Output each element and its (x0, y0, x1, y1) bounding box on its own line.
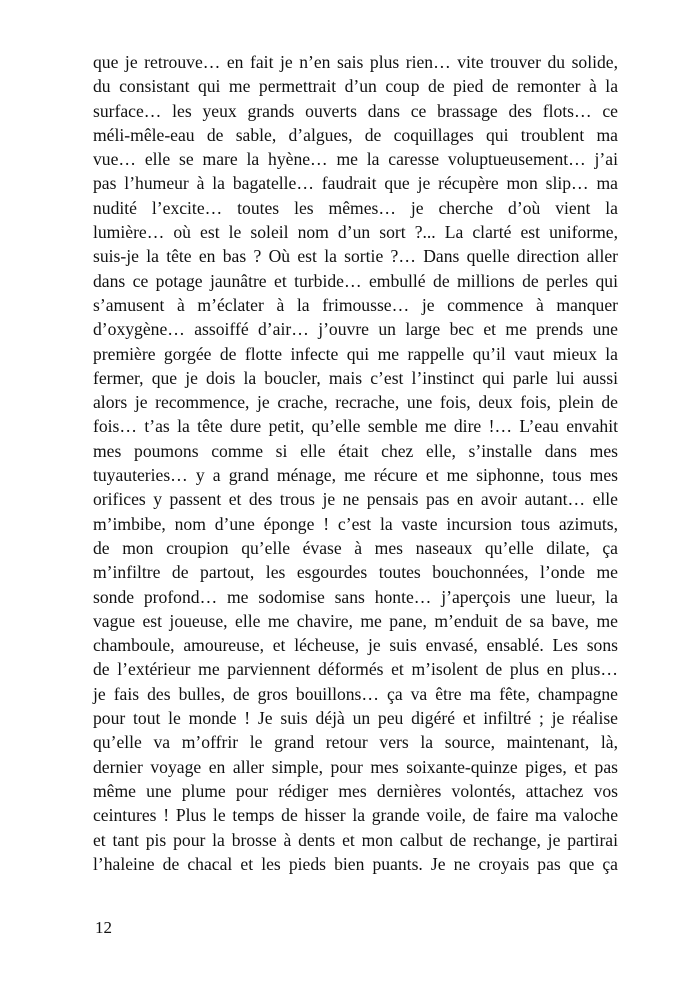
text-line: fermer, que je dois la boucler, mais c’est l’instinct qui parle lui aussi (93, 367, 618, 388)
text-line: nudité l’excite… toutes les mêmes… je cherche d’où vient la (93, 197, 618, 218)
text-line: s’amusent à m’éclater à la frimousse… je commence à manquer (93, 294, 618, 315)
text-line: dernier voyage en aller simple, pour mes soixante-quinze piges, et pas (93, 756, 618, 777)
text-line: ceintures ! Plus le temps de hisser la grande voile, de faire ma valoche (93, 805, 618, 826)
text-line: de l’extérieur me parviennent déformés et m’isolent de plus en plus… (93, 659, 618, 680)
text-line: lumière… où est le soleil nom d’un sort ?... La clarté est uniforme, (93, 222, 618, 243)
text-line: mes poumons comme si elle était chez elle, s’installe dans mes (93, 440, 618, 461)
text-line: m’infiltre de partout, les esgourdes toutes bouchonnées, l’onde me (93, 562, 618, 583)
text-line: alors je recommence, je crache, recrache, une fois, deux fois, plein de (93, 392, 618, 413)
page-number: 12 (95, 918, 112, 937)
text-line: du consistant qui me permettrait d’un coup de pied de remonter à la (93, 76, 618, 97)
body-text (93, 50, 618, 876)
text-line: je fais des bulles, de gros bouillons… ça va être ma fête, champagne (93, 683, 618, 704)
text-line: chamboule, amoureuse, et lécheuse, je suis envasé, ensablé. Les sons (93, 635, 618, 656)
text-line: fois… t’as la tête dure petit, qu’elle semble me dire !… L’eau envahit (93, 416, 618, 437)
text-line: suis-je la tête en bas ? Où est la sortie ?… Dans quelle direction aller (93, 246, 618, 267)
text-line: pas l’humeur à la bagatelle… faudrait que je récupère mon slip… ma (93, 173, 618, 194)
text-line: même une plume pour rédiger mes dernières volontés, attachez vos (93, 780, 618, 801)
text-line: première gorgée de flotte infecte qui me rappelle qu’il vaut mieux la (93, 343, 618, 364)
text-line: et tant pis pour la brosse à dents et mon calbut de rechange, je partirai (93, 829, 618, 850)
text-line: pour tout le monde ! Je suis déjà un peu digéré et infiltré ; je réalise (93, 708, 618, 729)
text-line: qu’elle va m’offrir le grand retour vers la source, maintenant, là, (93, 732, 618, 753)
text-line: surface… les yeux grands ouverts dans ce brassage des flots… ce (93, 100, 618, 121)
text-line: m’imbibe, nom d’une éponge ! c’est la vaste incursion tous azimuts, (93, 513, 618, 534)
text-line: d’oxygène… assoiffé d’air… j’ouvre un large bec et me prends une (93, 319, 618, 340)
text-line: dans ce potage jaunâtre et turbide… embullé de millions de perles qui (93, 270, 618, 291)
text-line: de mon croupion qu’elle évase à mes naseaux qu’elle dilate, ça (93, 537, 618, 558)
text-line: sonde profond… me sodomise sans honte… j’aperçois une lueur, la (93, 586, 618, 607)
text-line: vue… elle se mare la hyène… me la caresse voluptueusement… j’ai (93, 149, 618, 170)
text-line: orifices y passent et des trous je ne pensais pas en avoir autant… elle (93, 489, 618, 510)
text-line: l’haleine de chacal et les pieds bien puants. Je ne croyais pas que ça (93, 853, 618, 874)
text-line: vague est joueuse, elle me chavire, me pane, m’enduit de sa bave, me (93, 610, 618, 631)
text-line: que je retrouve… en fait je n’en sais plus rien… vite trouver du solide, (93, 52, 618, 72)
text-line: tuyauteries… y a grand ménage, me récure et me siphonne, tous mes (93, 465, 618, 486)
text-line: méli-mêle-eau de sable, d’algues, de coquillages qui troublent ma (93, 124, 618, 145)
